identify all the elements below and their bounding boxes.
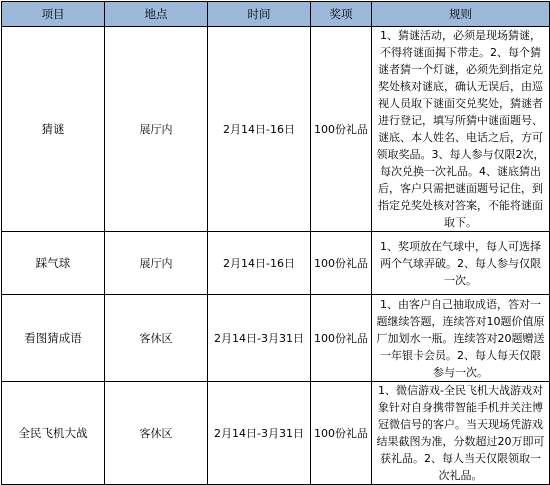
- cell-location: 客休区: [105, 382, 208, 485]
- cell-prize: 100份礼品: [311, 295, 372, 382]
- cell-time: 2月14日-16日: [208, 232, 311, 295]
- cell-rules: 1、由客户自己抽取成语，答对一题继续答题，连续答对10题价值原厂加划水一瓶。连续答对20题赠送一年银卡会员。2、每人每天仅限参与一次。: [372, 295, 550, 382]
- header-row: [2, 2, 550, 27]
- table-row: [2, 382, 550, 485]
- cell-prize: 100份礼品: [311, 382, 372, 485]
- cell-rules: 1、微信游戏-全民飞机大战游戏对象针对自身携带智能手机并关注博冠微信号的客户。当天现场凭游戏结果截图为准，分数超过20万即可获礼品。2、每人当天仅限领取一次礼品。: [372, 382, 550, 485]
- header-project: 项目: [2, 2, 105, 27]
- cell-location: 客休区: [105, 295, 208, 382]
- cell-location: 展厅内: [105, 27, 208, 232]
- cell-time: 2月14日-16日: [208, 27, 311, 232]
- cell-time: 2月14日-3月31日: [208, 295, 311, 382]
- table-row: [2, 232, 550, 295]
- cell-project: 踩气球: [2, 232, 105, 295]
- table-row: [2, 295, 550, 382]
- activity-table: [1, 1, 550, 485]
- cell-time: 2月14日-3月31日: [208, 382, 311, 485]
- header-rules: 规则: [372, 2, 550, 27]
- header-prize: 奖项: [311, 2, 372, 27]
- cell-rules: 1、猜谜活动，必须是现场猜谜，不得将谜面揭下带走。2、每个猜谜者猜一个灯谜，必须先到指定兑奖处核对谜底，确认无误后，由巡视人员取下谜面交兑奖处，猜谜者进行登记，填写所猜中谜面题号、谜底、本人姓名、电话之后，方可领取奖品。3、每人参与仅限2次，每次兑换一次礼品。4、谜底猜出后，客户只需把谜面题号记住，到指定兑奖处核对答案，不能将谜面取下。: [372, 27, 550, 232]
- header-location: 地点: [105, 2, 208, 27]
- cell-project: 看图猜成语: [2, 295, 105, 382]
- cell-prize: 100份礼品: [311, 27, 372, 232]
- cell-prize: 100份礼品: [311, 232, 372, 295]
- cell-project: 全民飞机大战: [2, 382, 105, 485]
- cell-project: 猜谜: [2, 27, 105, 232]
- table-row: [2, 27, 550, 232]
- header-time: 时间: [208, 2, 311, 27]
- cell-rules: 1、奖项放在气球中，每人可选择两个气球弄破。2、每人参与仅限一次。: [372, 232, 550, 295]
- cell-location: 展厅内: [105, 232, 208, 295]
